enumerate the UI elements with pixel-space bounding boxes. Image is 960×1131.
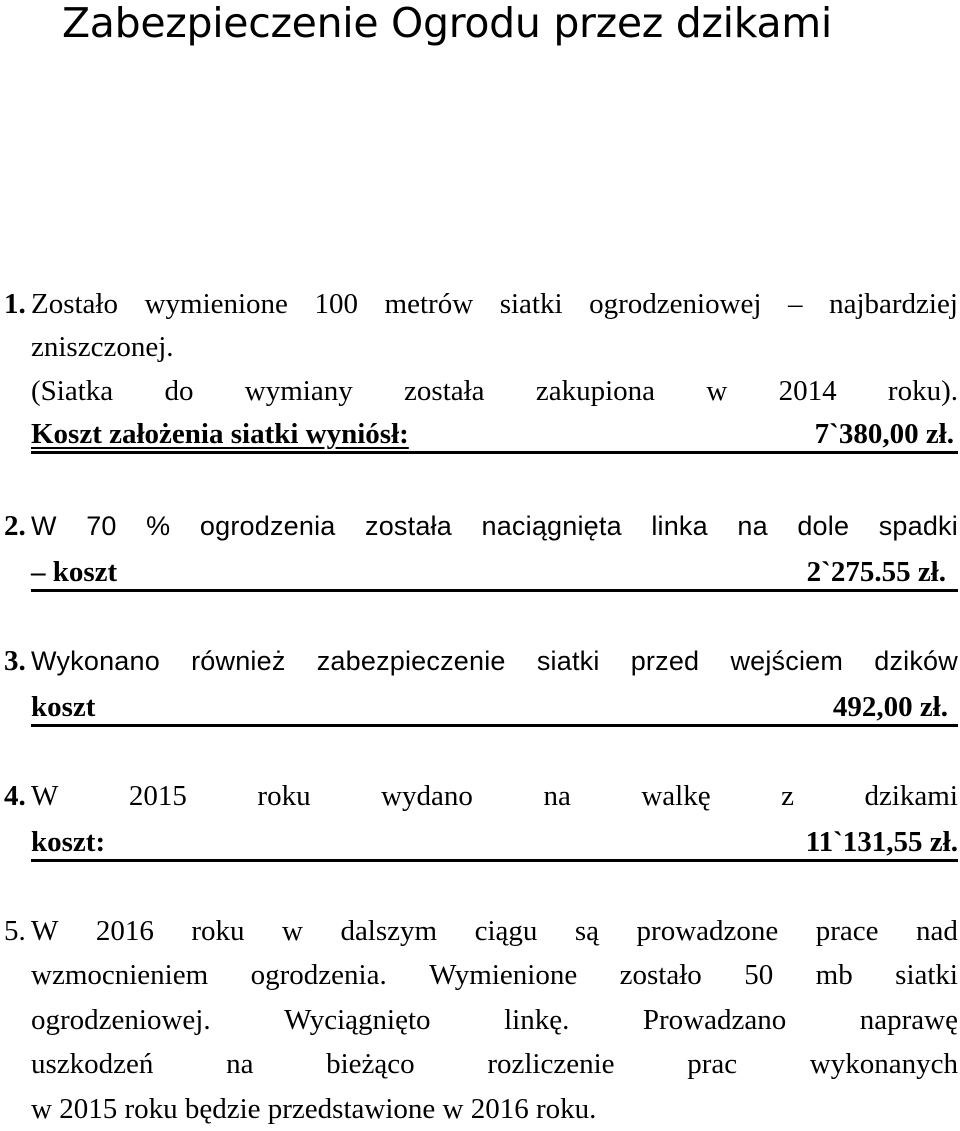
- word: Wymienione: [429, 959, 578, 991]
- word: na: [226, 1048, 254, 1080]
- word: rozliczenie: [487, 1048, 615, 1080]
- cost-row: [31, 551, 958, 592]
- word: dzikami: [864, 780, 958, 812]
- word: 2015: [128, 780, 187, 812]
- word: ogrodzeniowej.: [31, 1004, 211, 1036]
- word: %: [146, 511, 171, 541]
- word: ogrodzenia.: [250, 959, 387, 991]
- word: prowadzone: [636, 915, 779, 947]
- word: ogrodzeniowej: [589, 288, 762, 320]
- word: wzmocnieniem: [31, 959, 209, 991]
- word: W: [31, 511, 57, 541]
- word: naprawę: [859, 1004, 958, 1036]
- word: są: [574, 915, 600, 947]
- item-text-line: [31, 775, 958, 818]
- word: nad: [916, 915, 958, 947]
- word: prac: [687, 1048, 738, 1080]
- word: ogrodzenia: [199, 511, 336, 541]
- word: wykonanych: [809, 1048, 958, 1080]
- word: na: [737, 511, 768, 541]
- word: W: [31, 915, 59, 947]
- word: została: [404, 375, 485, 407]
- word: dole: [797, 511, 850, 541]
- word: roku: [257, 780, 311, 812]
- item-number: 3.: [4, 645, 26, 677]
- item-text-line: [31, 505, 958, 548]
- word: 2014: [778, 375, 837, 407]
- word: wymiany: [244, 375, 353, 407]
- item-text-line: [31, 283, 958, 326]
- cost-value: 11`131,55 zł.: [805, 826, 958, 858]
- item-text-line: [31, 1043, 958, 1086]
- word: w: [706, 375, 728, 407]
- word: zabezpieczenie: [316, 646, 506, 676]
- cost-label: Koszt założenia siatki wyniósł:: [31, 418, 409, 450]
- word: zostało: [619, 959, 702, 991]
- word: bieżąco: [326, 1048, 415, 1080]
- word: została: [365, 511, 452, 541]
- word: dalszym: [340, 915, 438, 947]
- cost-value: 492,00 zł.: [832, 691, 948, 723]
- word: linkę.: [504, 1004, 570, 1036]
- item-text-line: [31, 370, 958, 413]
- word: do: [164, 375, 194, 407]
- word: Wykonano: [31, 646, 160, 676]
- word: 100: [314, 288, 358, 320]
- word: prace: [815, 915, 879, 947]
- word: 50: [744, 959, 774, 991]
- word: mb: [815, 959, 853, 991]
- word: (Siatka: [31, 375, 114, 407]
- item-text-line: [31, 954, 958, 997]
- word: dzików: [874, 646, 958, 676]
- word: zakupiona: [535, 375, 656, 407]
- word: Prowadzano: [642, 1004, 787, 1036]
- word: 70: [86, 511, 117, 541]
- cost-label: – koszt: [31, 556, 118, 588]
- word: ciągu: [474, 915, 538, 947]
- word: siatki: [536, 646, 600, 676]
- cost-value: 7`380,00 zł.: [814, 418, 954, 450]
- word: wydano: [381, 780, 473, 812]
- word: roku).: [887, 375, 958, 407]
- item-text-line: [31, 640, 958, 683]
- word: Zostało: [31, 288, 118, 320]
- word: –: [788, 288, 803, 320]
- word: siatki: [499, 288, 563, 320]
- word: przed: [630, 646, 700, 676]
- word: z: [781, 780, 794, 812]
- word: W: [31, 780, 59, 812]
- cost-row: [31, 413, 958, 454]
- word: Wyciągnięto: [284, 1004, 431, 1036]
- item-number: 2.: [4, 510, 26, 542]
- item-text-line: [31, 910, 958, 953]
- item-number: 1.: [4, 288, 26, 320]
- word: linka: [651, 511, 708, 541]
- word: wejściem: [730, 646, 844, 676]
- cost-row: [31, 686, 958, 727]
- item-number: 4.: [4, 780, 26, 812]
- item-number: 5.: [4, 915, 26, 947]
- cost-row: [31, 821, 958, 862]
- word: 2016: [95, 915, 154, 947]
- word: w: [282, 915, 303, 947]
- cost-label: koszt:: [31, 826, 106, 858]
- word: walkę: [641, 780, 711, 812]
- word: roku: [191, 915, 245, 947]
- item-text-line: [31, 999, 958, 1042]
- word: naciągnięta: [481, 511, 622, 541]
- word: metrów: [384, 288, 474, 320]
- word: siatki: [895, 959, 958, 991]
- page-title: Zabezpieczenie Ogrodu przez dzikami: [62, 0, 833, 47]
- item-text-line: w 2015 roku będzie przedstawione w 2016 roku.: [31, 1093, 597, 1125]
- word: uszkodzeń: [31, 1048, 154, 1080]
- cost-label: koszt: [31, 691, 96, 723]
- word: na: [543, 780, 571, 812]
- word: wymienione: [144, 288, 288, 320]
- word: spadki: [878, 511, 958, 541]
- item-text-line: zniszczonej.: [31, 331, 174, 363]
- cost-value: 2`275.55 zł.: [806, 556, 946, 588]
- word: najbardziej: [829, 288, 958, 320]
- word: również: [191, 646, 286, 676]
